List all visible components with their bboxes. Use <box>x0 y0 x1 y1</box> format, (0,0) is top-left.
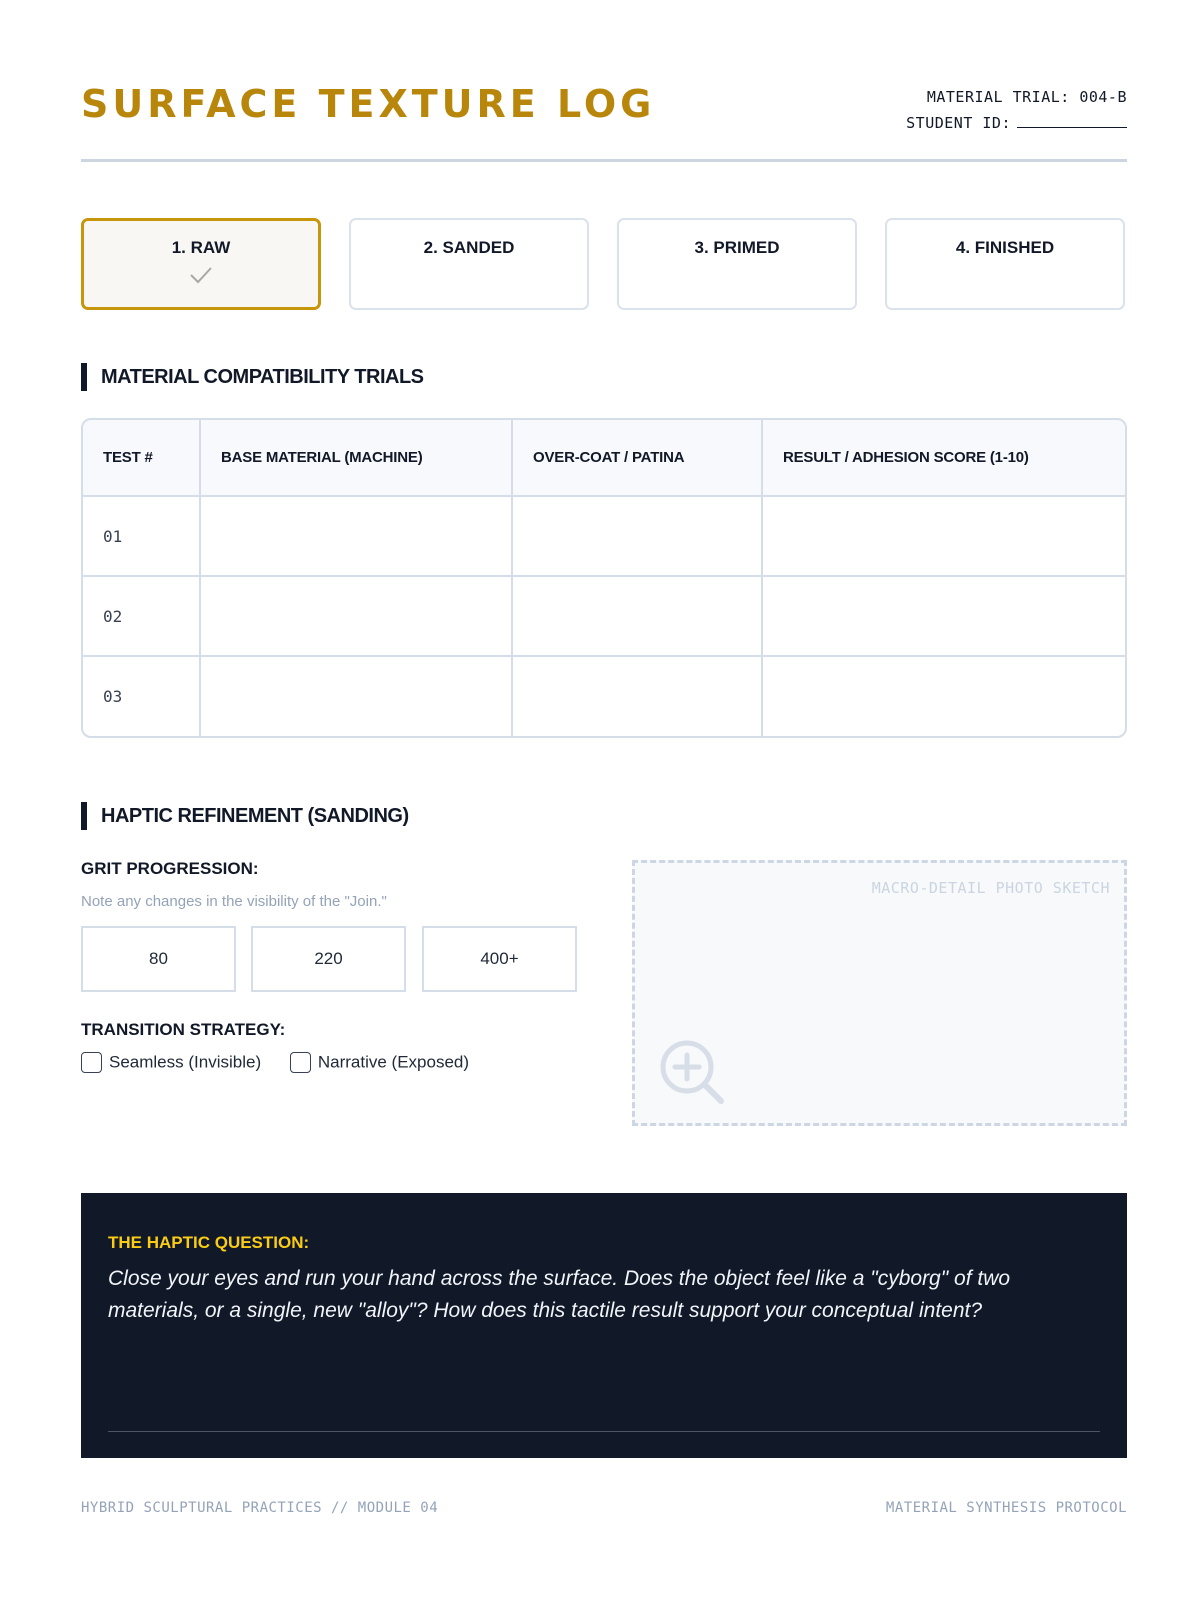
result-cell[interactable] <box>762 656 1125 736</box>
student-id-field[interactable] <box>1017 114 1127 128</box>
trials-heading: MATERIAL COMPATIBILITY TRIALS <box>81 363 424 391</box>
column-header: BASE MATERIAL (MACHINE) <box>200 420 512 496</box>
option-seamless[interactable] <box>81 1051 261 1074</box>
table-row <box>83 496 1125 576</box>
option-label: Narrative (Exposed) <box>317 1052 470 1072</box>
photo-sketch-label: MACRO-DETAIL PHOTO SKETCH <box>871 879 1110 897</box>
haptic-heading: HAPTIC REFINEMENT (SANDING) <box>81 802 409 830</box>
base-material-cell[interactable] <box>200 576 512 656</box>
narrative-checkbox[interactable] <box>290 1052 311 1073</box>
table-header-row <box>83 420 1125 496</box>
grit-progression-label: GRIT PROGRESSION: <box>81 859 259 878</box>
student-id-row <box>906 110 1127 136</box>
transition-options <box>81 1051 493 1073</box>
test-number-cell: 03 <box>83 656 200 736</box>
material-trial-code: MATERIAL TRIAL: 004-B <box>926 88 1127 106</box>
column-header: RESULT / ADHESION SCORE (1-10) <box>762 420 1125 496</box>
stage-tab-label: 4. FINISHED <box>955 238 1055 257</box>
option-label: Seamless (Invisible) <box>109 1052 262 1072</box>
table-row <box>83 656 1125 736</box>
question-title: THE HAPTIC QUESTION: <box>108 1233 310 1252</box>
table-row <box>83 576 1125 656</box>
stage-tab-raw[interactable] <box>81 218 321 310</box>
stage-tab-label: 2. SANDED <box>423 238 515 257</box>
test-number-cell: 01 <box>83 496 200 576</box>
column-header: OVER-COAT / PATINA <box>512 420 762 496</box>
answer-line[interactable] <box>108 1431 1100 1432</box>
check-icon <box>189 266 213 284</box>
grit-hint: Note any changes in the visibility of the "Join." <box>81 893 387 910</box>
haptic-question-block <box>81 1193 1127 1458</box>
transition-strategy-label: TRANSITION STRATEGY: <box>81 1020 286 1039</box>
stage-tab-label: 1. RAW <box>171 238 231 257</box>
worksheet-page <box>81 0 1127 1600</box>
header <box>81 80 1127 162</box>
grit-box-220[interactable]: 220 <box>251 926 406 992</box>
question-text: Close your eyes and run your hand across the surface. Does the object feel like a "cyborg" of two materials, or a single, new "alloy"? How does this tactile result support your conceptual intent? <box>108 1267 1011 1322</box>
grit-box-80[interactable]: 80 <box>81 926 236 992</box>
base-material-cell[interactable] <box>200 656 512 736</box>
result-cell[interactable] <box>762 576 1125 656</box>
trials-table <box>81 418 1127 738</box>
footer <box>81 1500 1127 1516</box>
page-title: SURFACE TEXTURE LOG <box>81 82 656 126</box>
stage-tab-label: 3. PRIMED <box>694 238 780 257</box>
header-meta <box>906 84 1127 136</box>
stage-tab-finished[interactable] <box>885 218 1125 310</box>
stage-tabs <box>81 218 1127 310</box>
photo-sketch-area[interactable] <box>632 860 1127 1126</box>
result-cell[interactable] <box>762 496 1125 576</box>
base-material-cell[interactable] <box>200 496 512 576</box>
option-narrative[interactable] <box>290 1051 469 1074</box>
stage-tab-primed[interactable] <box>617 218 857 310</box>
over-coat-cell[interactable] <box>512 496 762 576</box>
footer-right: MATERIAL SYNTHESIS PROTOCOL <box>885 1500 1127 1516</box>
column-header: TEST # <box>83 420 200 496</box>
zoom-in-icon <box>657 1037 727 1107</box>
over-coat-cell[interactable] <box>512 576 762 656</box>
seamless-checkbox[interactable] <box>81 1052 102 1073</box>
over-coat-cell[interactable] <box>512 656 762 736</box>
student-id-label: STUDENT ID: <box>906 114 1011 132</box>
grit-box-400[interactable]: 400+ <box>422 926 577 992</box>
test-number-cell: 02 <box>83 576 200 656</box>
stage-tab-sanded[interactable] <box>349 218 589 310</box>
footer-left: HYBRID SCULPTURAL PRACTICES // MODULE 04 <box>81 1500 439 1516</box>
